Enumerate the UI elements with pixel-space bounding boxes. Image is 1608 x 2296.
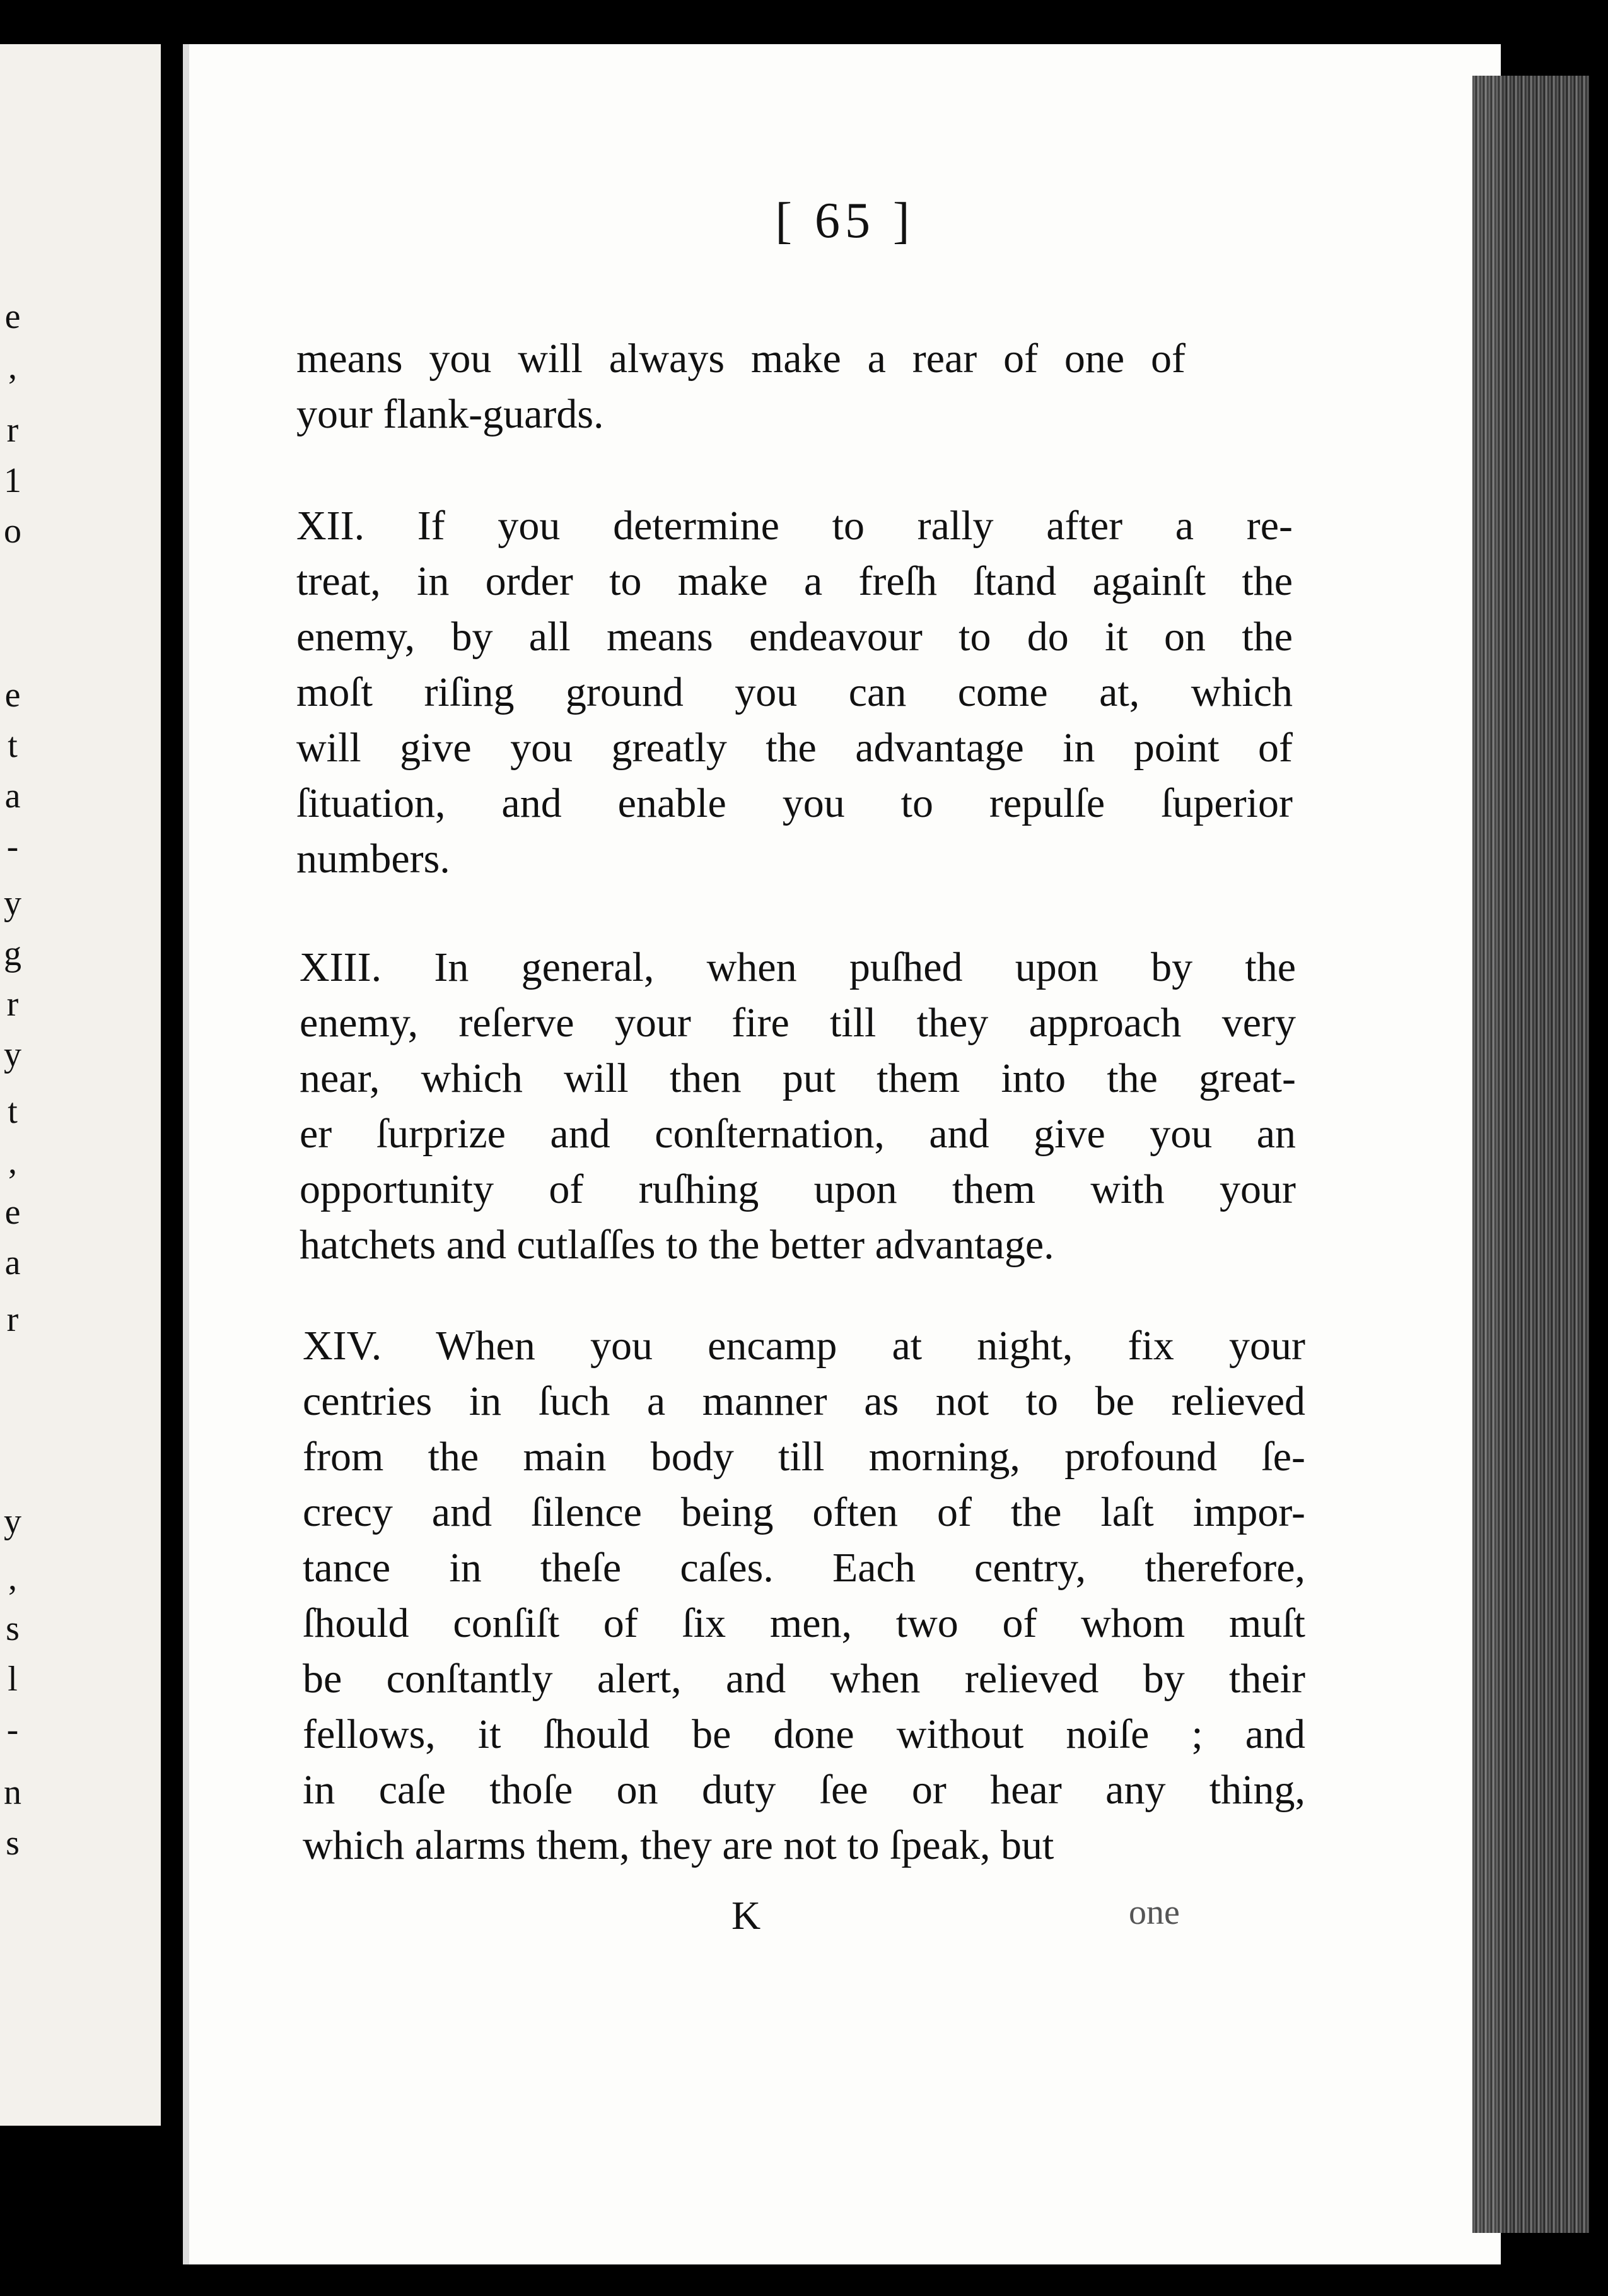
text-line: XIV. When you encamp at night, fix your [303, 1323, 1305, 1369]
facing-page-letter: a [4, 1243, 21, 1282]
paragraph-xiv [303, 1318, 1305, 1873]
facing-page-letter: n [4, 1773, 21, 1812]
facing-page-letter: r [6, 1300, 19, 1339]
text-line: crecy and ſilence being often of the laſt impor- [303, 1489, 1305, 1535]
facing-page-letter: y [4, 1502, 21, 1541]
facing-page-letter: - [6, 1710, 19, 1749]
text-line: XII. If you determine to rally after a re- [296, 503, 1293, 549]
facing-page-letter: - [6, 827, 19, 866]
text-line: will give you greatly the advantage in point of [296, 725, 1293, 771]
text-line: enemy, by all means endeavour to do it on the [296, 614, 1293, 660]
facing-page-letter: r [6, 985, 19, 1024]
text-line: from the main body till morning, profound ſe- [303, 1434, 1305, 1480]
text-line: means you will always make a rear of one of [296, 336, 1186, 382]
text-line: centries in ſuch a manner as not to be relieved [303, 1378, 1305, 1424]
text-line: enemy, reſerve your fire till they approach very [300, 1000, 1296, 1046]
facing-page-margin-letters [0, 44, 25, 2126]
text-line: er ſurprize and conſternation, and give you an [300, 1111, 1296, 1157]
facing-page-letter: e [4, 297, 21, 336]
signature-mark: K [731, 1893, 761, 1938]
facing-page-letter: t [8, 1092, 18, 1131]
facing-page-letter: y [4, 884, 21, 923]
facing-page-letter: s [6, 1824, 20, 1863]
text-line: moſt riſing ground you can come at, which [296, 669, 1293, 715]
text-line: fellows, it ſhould be done without noiſe ; and [303, 1711, 1305, 1757]
text-line: XIII. In general, when puſhed upon by the [300, 944, 1296, 990]
text-line: near, which will then put them into the great- [300, 1055, 1296, 1101]
facing-page-letter: , [8, 1142, 17, 1181]
text-line: opportunity of ruſhing upon them with your [300, 1166, 1296, 1212]
text-line: in caſe thoſe on duty ſee or hear any thing, [303, 1767, 1305, 1813]
paragraph-xiii [300, 940, 1296, 1273]
text-line: ſituation, and enable you to repulſe ſuperior [296, 780, 1293, 826]
facing-page-letter: t [8, 726, 18, 765]
paragraph-continuation [296, 331, 1186, 442]
book-fore-edge [1472, 76, 1589, 2233]
text-line: numbers. [296, 836, 450, 882]
facing-page-letter: a [4, 776, 21, 816]
facing-page-letter: e [4, 676, 21, 715]
facing-page-edge [0, 44, 161, 2126]
book-page [183, 44, 1501, 2264]
facing-page-letter: r [6, 411, 19, 450]
facing-page-letter: , [8, 348, 17, 387]
text-line: tance in theſe caſes. Each centry, therefore, [303, 1545, 1305, 1591]
facing-page-letter: y [4, 1035, 21, 1074]
page-number: [ 65 ] [775, 193, 915, 249]
facing-page-letter: s [6, 1609, 20, 1648]
facing-page-letter: l [8, 1660, 18, 1699]
facing-page-letter: 1 [4, 461, 21, 500]
text-line: ſhould conſiſt of ſix men, two of whom muſt [303, 1600, 1305, 1646]
text-line: your flank-guards. [296, 391, 604, 437]
text-line: be conſtantly alert, and when relieved by their [303, 1656, 1305, 1702]
facing-page-letter: , [8, 1559, 17, 1598]
facing-page-letter: o [4, 512, 21, 551]
text-line: which alarms them, they are not to ſpeak, but [303, 1822, 1054, 1868]
catchword: one [1129, 1893, 1180, 1932]
facing-page-letter: g [4, 934, 21, 973]
text-line: hatchets and cutlaſſes to the better advantage. [300, 1222, 1054, 1268]
text-line: treat, in order to make a freſh ſtand againſt the [296, 558, 1293, 604]
facing-page-letter: e [4, 1193, 21, 1232]
paragraph-xii [296, 498, 1293, 887]
